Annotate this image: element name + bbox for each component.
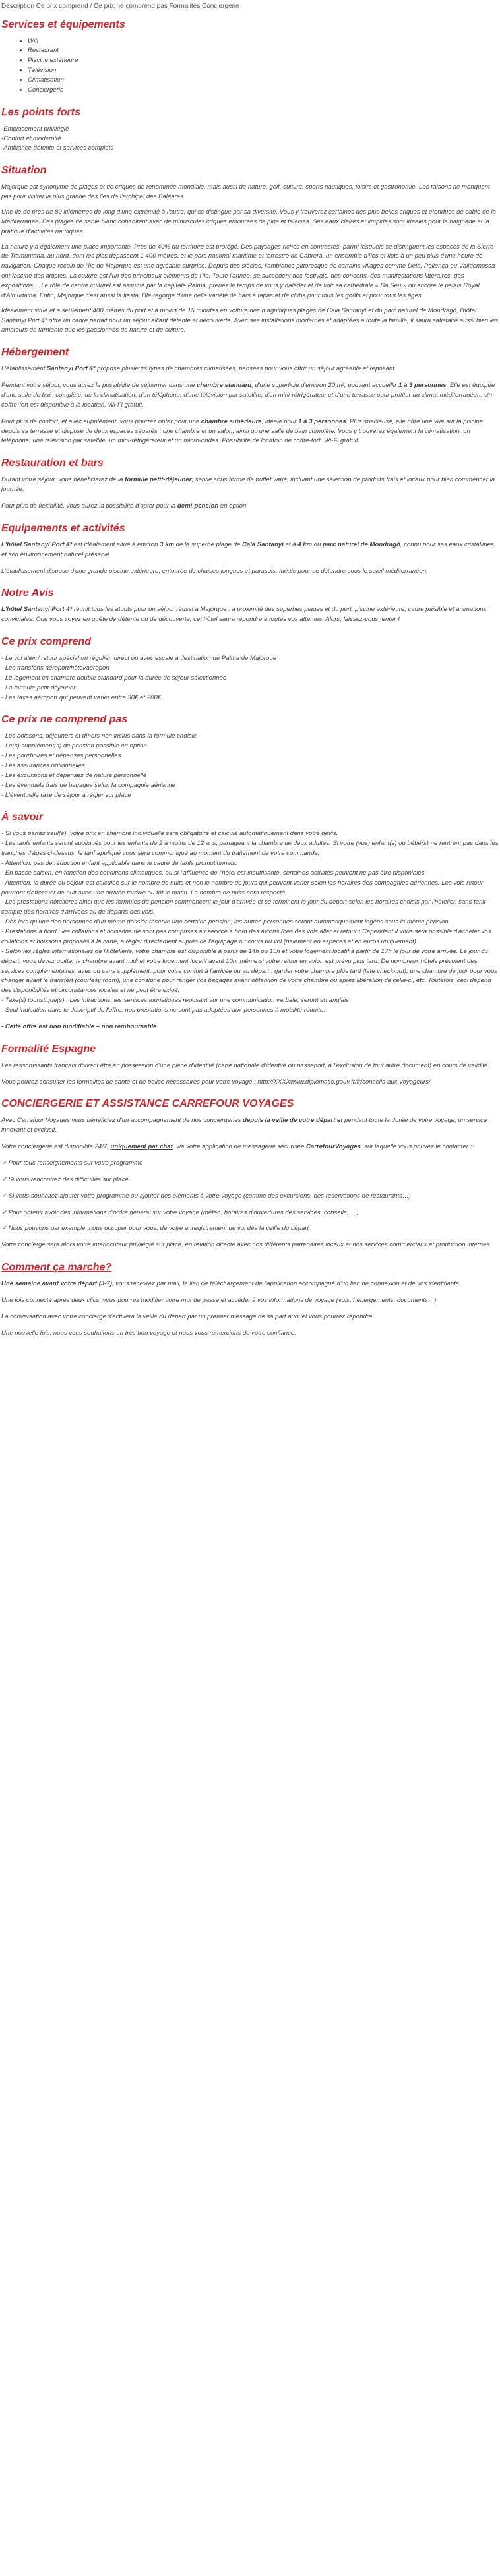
formalite-paragraph: Les ressortissants français doivent être en possession d'une pièce d'identité (carte nationale d'identité ou passeport, à l'exclusion de tout autre document) en cours de validité. — [1, 1061, 490, 1069]
restauration-paragraph: Pour plus de flexibilité, vous aurez la possibilité d'opter pour la demi-pension en option. — [1, 502, 249, 510]
list-item: - Seul indication dans le descriptif de l'offre, nos prestations ne sont pas adaptées aux personnes à mobilité réduite. — [1, 1006, 325, 1014]
list-item: ✓ Si vous rencontrez des difficultés sur place — [1, 1175, 129, 1183]
avis-paragraph: L'hôtel Santanyi Port 4* réunit tous les atouts pour un séjour réussi à Majorque : à proximité des superbes plages et du port, piscine extérieure, cadre paisible et animations conviviales. Que vous soyez en quête de détente ou de découverte, cet hôtel saura répondre à toutes vos attentes. Alors, laissez-vous tenter ! — [1, 606, 487, 624]
list-item: - Le vol aller / retour spécial ou régulier, direct ou avec escale à destination de Palma de Majorque — [1, 655, 277, 662]
a-savoir-list — [1, 829, 499, 1015]
list-item: ✓ Nous pouvons par exemple, nous occuper pour vous, de votre enregistrement de vol dès la veille du départ — [1, 1225, 309, 1233]
list-item: - Les excursions et dépenses de nature personnelle — [1, 771, 147, 779]
equipements-paragraph: L'hôtel Santanyi Port 4* est idéalement situé à environ 3 km de la superbe plage de Cala Santanyí et à 4 km du parc naturel de Mondragó, connu pour ses eaux cristallines et son environnement naturel préservé. — [1, 541, 494, 558]
list-item: - Les tarifs enfants seront appliqués pour les enfants de 2 à moins de 12 ans, partageant la chambre de deux adultes. Si votre (vos) enfant(s) ou bébé(s) ne rentrent pas dans les tranches d'âges ci-dessus, le tarif appliqué vous sera communiqué au moment du traitement de votre commande. — [1, 840, 499, 858]
list-item: - Si vous partez seul(e), votre prix en chambre individuelle sera obligatoire et calculé automatiquement dans votre devis. — [1, 830, 338, 838]
non-refundable-note: - Cette offre est non modifiable – non remboursable — [1, 1022, 157, 1030]
hebergement-paragraph: L'établissement Santanyi Port 4* propose plusieurs types de chambres climatisées, pensées pour vous offrir un séjour agréable et reposant. — [1, 365, 396, 373]
list-item: • Piscine extérieure — [28, 56, 499, 66]
formalite-paragraph: Vous pouvez consulter les formalités de santé et de police nécessaires pour votre voyage : http://XXXXwww.diplomatie.gouv.fr/fr/conseils-aux-voyageurs/ — [1, 1078, 431, 1086]
list-item: - La formule petit-déjeuner — [1, 684, 76, 691]
list-item: - Les taxes aéroport qui peuvent varier entre 30€ et 200€ — [1, 693, 162, 701]
services-list — [1, 37, 499, 96]
list-item: ✓ Si vous souhaitez ajouter votre programme ou ajouter des éléments à votre voyage (comme des excursions, des réservations de restaurants…) — [1, 1192, 411, 1200]
list-item: ✓ Pour obtenir avoir des informations d'ordre général sur votre voyage (météo, horaires d'ouvertures des services, conseils, …) — [1, 1208, 359, 1216]
prix-ne-comprend-title: Ce prix ne comprend pas — [1, 714, 128, 726]
list-item: - Les éventuels frais de bagages selon la compagnie aérienne — [1, 781, 176, 789]
list-item: - L'éventuelle taxe de séjour à régler sur place — [1, 791, 131, 799]
prix-ne-comprend-list — [1, 732, 499, 800]
breadcrumb: Description Ce prix comprend / Ce prix ne comprend pas Formalités Conciergerie — [1, 3, 239, 10]
list-item: - Les transferts aéroport/hôtel/aéroport — [1, 664, 110, 672]
prix-comprend-list — [1, 654, 499, 703]
list-item: -Ambiance détente et services complets — [1, 144, 114, 152]
restauration-paragraph: Durant votre séjour, vous bénéficierez de la formule petit-déjeuner, servie sous forme de buffet varié, incluant une sélection de produits frais et locaux pour bien commencer la journée. — [1, 476, 495, 494]
list-item: - En basse saison, en fonction des conditions climatiques, ou si l'affluence de l'hôtel est insuffisante, certaines activités peuvent ne pas être disponibles. — [1, 869, 427, 877]
situation-paragraph: La nature y a également une place importante. Près de 40% du territoire est protégé. Des paysages riches en contrastes, parmi lesquels se distinguent les espaces de la Sierra de Tramuntana, au nord, dont les pics dépassent 1 400 mètres, et le parc national maritime et terrestre de Cabrera, un ensemble d'îles et îlots à un peu plus d'une heure de navigation. Chaque recoin de l'île de Majorque est une agréable surprise. Depuis des siècles, l'ambiance pittoresque de certains villages comme Deià, Pollença ou Valldemossa ont fasciné des artistes. La culture est l'un des principaux éléments de l'île. Toute l'année, se succèdent des festivals, des concerts, des manifestations littéraires, des expositions… Le rôle de centre culturel est assumé par la capitale Palma, prenez le temps de vous y balader et de voir sa cathédrale « Sa Seu » ou encore le palais Royal d'Almudaina. Enfin, Majorque c'est aussi la fiesta, l'île regorge d'une belle variété de bars à tapas et de clubs pour tous les goûts et pour tous les âges. — [1, 243, 495, 299]
list-item: - Les boissons, déjeuners et dîners non inclus dans la formule choisie — [1, 732, 197, 740]
list-item: - Les prestations hôtelières ainsi que les formules de pension commencent le jour d'arrivée et se terminent le jour du départ selon les horaires choisis par l'hôtelier, sans tenir compte des horaires d'arrivées ou de départs des vols. — [1, 898, 486, 916]
list-item: -Confort et modernité — [1, 134, 61, 142]
restauration-title: Restauration et bars — [1, 457, 104, 469]
conciergerie-title: CONCIERGERIE ET ASSISTANCE CARREFOUR VOYAGES — [1, 1098, 294, 1110]
equipements-paragraph: L'établissement dispose d'une grande piscine extérieure, entourée de chaises longues et parasols, idéale pour se détendre sous le soleil méditerranéen. — [1, 567, 428, 575]
situation-paragraph: Idéalement situé et à seulement 400 mètres du port et à moins de 15 minutes en voiture des magnifiques plages de Cala Santanyí et du parc naturel de Mondragó, l'hôtel Santanyi Port 4* offre un cadre parfait pour un séjour alliant détente et découverte. Avec ses installations modernes et adaptées à toute la famille, il saura satisfaire aussi bien les amateurs de farniente que les passionnés de nature et de culture. — [1, 307, 499, 334]
list-item: - Le(s) supplément(s) de pension possible en option — [1, 742, 147, 750]
list-item: • Restaurant — [28, 46, 499, 56]
conciergerie-paragraph: Votre conciergerie est disponible 24/7, uniquement par chat, via votre application de messagerie sécurisée CarrefourVoyages, sur laquelle vous pouvez le contacter : — [1, 1143, 472, 1151]
list-item: • Conciergerie — [28, 86, 499, 96]
conciergerie-paragraph: Avec Carrefour Voyages vous bénéficiez d'un accompagnement de nos conciergeries depuis la veille de votre départ et pendant toute la durée de votre voyage, un service innovant et exclusif. — [1, 1117, 487, 1134]
points-forts-title: Les points forts — [1, 106, 81, 118]
situation-title: Situation — [1, 165, 47, 177]
list-item: • Climatisation — [28, 76, 499, 86]
hebergement-paragraph: Pendant votre séjour, vous aurez la possibilité de séjourner dans une chambre standard, d'une superficie d'environ 20 m², pouvant accueillir 1 à 3 personnes. Elle est équipée d'une salle de bain complète, de la climatisation, d'un téléphone, d'une télévision par satellite, d'un mini-réfrigérateur et d'une terrasse pour profiter du climat méditerranéen. Un coffre-fort est disponible à la location. Wi-Fi gratuit. — [1, 382, 495, 409]
situation-paragraph: Une île de près de 80 kilomètres de long d'une extrémité à l'autre, qui se distingue par sa diversité. Vous y trouverez certaines des plus belles criques et étendues de sable de la Méditerranée. Des plages de sable blanc cohabitent avec de minuscules criques entourées de pins et falaises. Ses eaux claires et limpides sont idéales pour la baignade et la pratique d'activités nautiques. — [1, 208, 496, 235]
equipements-title: Equipements et activités — [1, 522, 125, 534]
a-savoir-title: À savoir — [1, 811, 44, 823]
list-item: - Les assurances optionnelles — [1, 762, 85, 770]
comment-paragraph: La conversation avec votre concierge s'activera la veille du départ par un premier message de sa part auquel vous pourrez répondre. — [1, 1312, 374, 1320]
services-title: Services et équipements — [1, 18, 125, 30]
comment-paragraph: Une nouvelle fois, nous vous souhaitons un très bon voyage et nous vous remercions de votre confiance. — [1, 1329, 296, 1337]
comment-paragraph: Une semaine avant votre départ (J-7), vous recevrez par mail, le lien de téléchargement de l'application accompagné d'un lien de connexion et de vos identifiants. — [1, 1280, 461, 1288]
points-forts-list — [1, 125, 499, 154]
list-item: - Prestations à bord : les collations et boissons ne sont pas comprises au service à bord des avions (ces des vols aller et retour ; Cependant il vous sera possible d'acheter vos collations et boissons proposés à la carte, à régler directement auprès de l'équipage ou cours du vol (paiement en espèces et en euros uniquement). — [1, 928, 491, 945]
hebergement-title: Hébergement — [1, 347, 69, 359]
list-item: - Attention, la durée du séjour est calculée sur le nombre de nuits et non le nombre de jours qui peuvent varier selon les horaires des compagnies aériennes. Les vols retour pourront s'effectuer de nuit avec une arrivée tardive ou tôt le matin. Le nombre de nuits sera respecté. — [1, 879, 484, 896]
hebergement-paragraph: Pour plus de confort, et avec supplément, vous pourrez opter pour une chambre supérieure, idéale pour 1 à 3 personnes. Plus spacieuse, elle offre une vue sur la piscine depuis sa terrasse et dispose de deux espaces séparés : une chambre et un salon, ainsi qu'une salle de bain complète. Vous y trouverez également la climatisation, un téléphone, une télévision par satellite, un mini-réfrigérateur et un micro-ondes. Possibilité de location de coffre-fort. Wi-Fi gratuit. — [1, 417, 484, 445]
list-item: - Attention, pas de réduction enfant applicable dans le cadre de tarifs promotionnels. — [1, 860, 237, 867]
prix-comprend-title: Ce prix comprend — [1, 636, 92, 648]
list-item: - Dès lors qu'une des personnes d'un même dossier réserve une certaine pension, les autres personnes seront automatiquement logées sous la même pension. — [1, 918, 451, 926]
list-item: • Télévision — [28, 66, 499, 76]
list-item: - Le logement en chambre double standard pour la durée de séjour sélectionnée — [1, 674, 227, 682]
list-item: • Wifi — [28, 37, 499, 47]
list-item: - Taxe(s) touristique(s) : Les infractions, les services touristiques reposant sur une communication verbale, seront en anglais — [1, 997, 350, 1005]
conciergerie-paragraph: Votre concierge sera alors votre interlocuteur privilégié sur place, en relation directe avec nos différents partenaires locaux et nos services commerciaux et production internes. — [1, 1241, 491, 1249]
list-item: -Emplacement privilégié — [1, 125, 69, 132]
avis-title: Notre Avis — [1, 587, 54, 599]
formalite-title: Formalité Espagne — [1, 1043, 96, 1055]
situation-paragraph: Majorque est synonyme de plages et de criques de renommée mondiale, mais aussi de nature, golf, culture, sports nautiques, loisirs et gastronomie. Les raisons ne manquent pas pour visiter la plus grande des îles de l'archipel des Baléares. — [1, 183, 490, 201]
list-item: - Les pourboires et dépenses personnelles — [1, 752, 121, 760]
comment-title: Comment ça marche? — [1, 1262, 112, 1273]
list-item: ✓ Pour tous renseignements sur votre programme — [1, 1159, 143, 1167]
comment-paragraph: Une fois connecté après deux clics, vous pourrez modifier votre mot de passe et accéder à vos informations de voyage (vols, hébergements, documents…). — [1, 1296, 439, 1304]
list-item: - Selon les règles internationales de l'hôtellerie, votre chambre est disponible à partir de 14h ou 15h et votre logement locatif à partir de 17h le jour de votre arrivée. Le jour du départ, vous devez quitter la chambre avant midi et votre logement locatif avant 10h, même si votre retour en avion est prévu plus tard. De nombreux hôtels prévoient des services complémentaires, avec ou sans supplément, pour votre confort à l'arrivée ou au départ : garder votre chambre plus tard (late check-out), une chambre de jour pour vous changer avant le transfert (courtesy room), une consigne pour ranger vos bagages avant obtention de votre chambre ou après libération de celle-ci, etc. Toutefois, ceci dépend des disponibilités et circonstances locales et ne peut être exigé. — [1, 947, 498, 995]
